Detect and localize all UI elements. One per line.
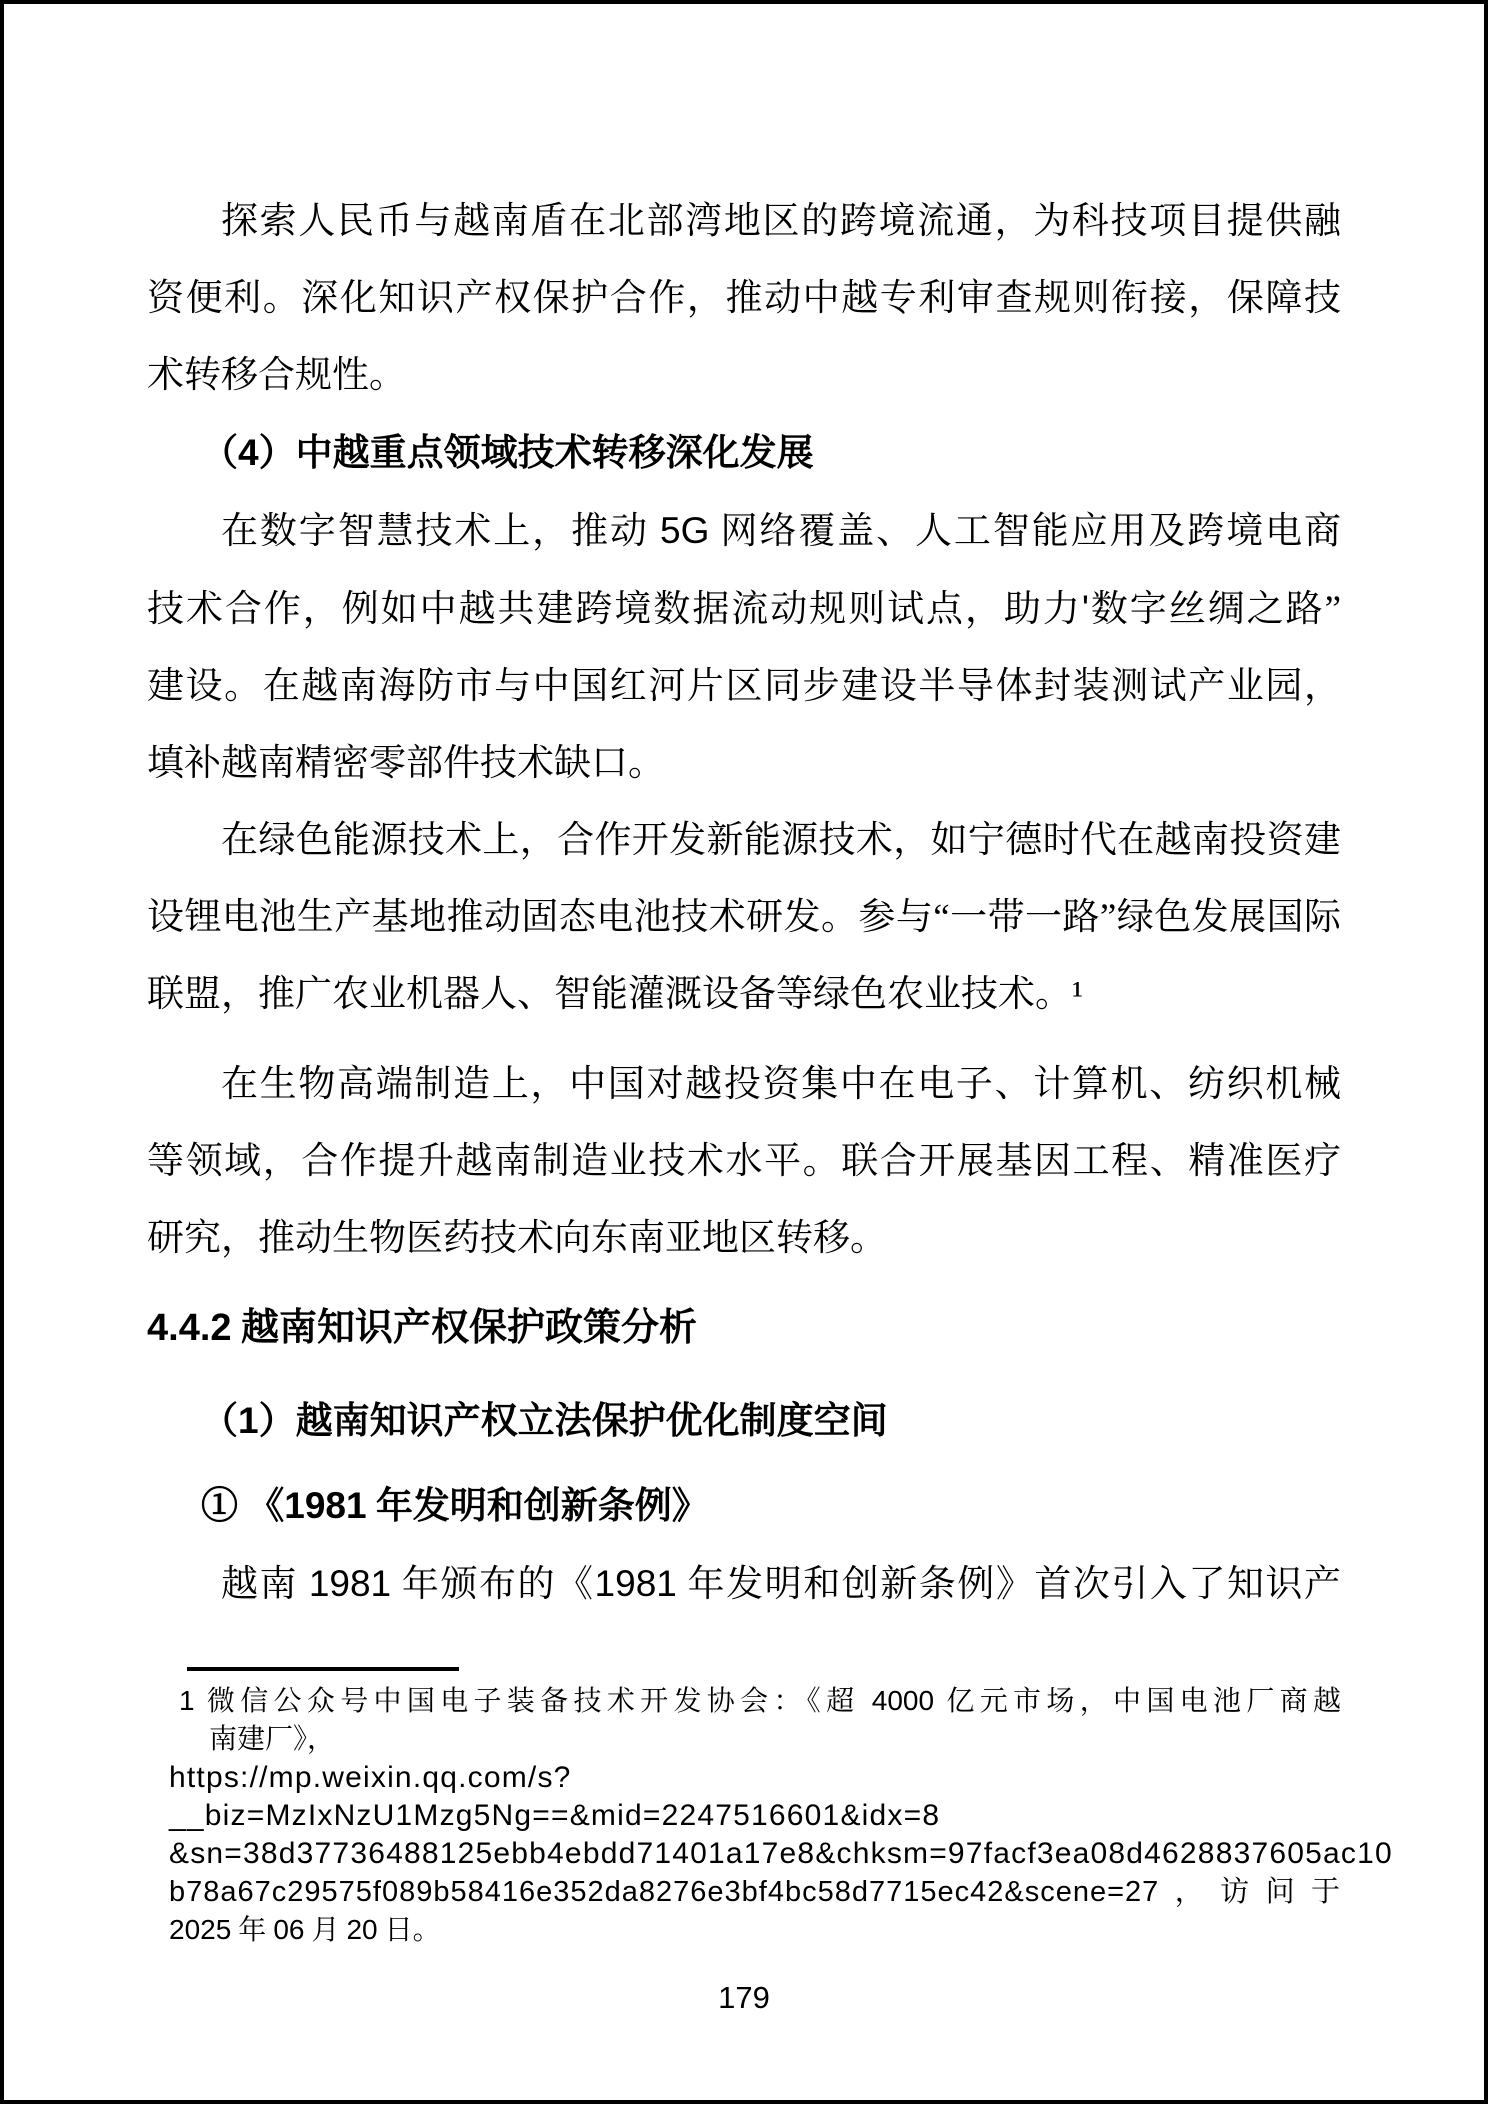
text-line: 建设。在越南海防市与中国红河片区同步建设半导体封装测试产业园，	[147, 666, 1341, 707]
footnote-url-line	[169, 1835, 1393, 1873]
text-line: 术转移合规性。	[147, 355, 406, 396]
body-paragraph-3	[147, 802, 1341, 1033]
latin-text-run: 06	[273, 1914, 305, 1945]
latin-text-run: https://mp.weixin.qq.com/s?__biz=MzIxNzU1Mzg5Ng==&mid=2247516601&idx=8	[169, 1761, 941, 1832]
heading-ordinance-1981: ① 《1981 年发明和创新条例》	[201, 1485, 709, 1527]
body-paragraph-1	[147, 183, 1341, 414]
latin-text-run: 4000	[871, 1685, 935, 1716]
body-paragraph-2	[147, 492, 1341, 802]
text-line: 填补越南精密零部件技术缺口。	[147, 743, 665, 784]
footnote-separator	[187, 1667, 459, 1671]
text-line: 技术合作，例如中越共建跨境数据流动规则试点，助力'数字丝绸之路”	[147, 588, 1341, 630]
latin-text-run: 1	[238, 1400, 259, 1441]
latin-text-run: 4.4.2	[147, 1307, 232, 1349]
text-line: 探索人民币与越南盾在北部湾地区的跨境流通，为科技项目提供融	[221, 201, 1341, 242]
text-line: 在数字智慧技术上，推动 5G 网络覆盖、人工智能应用及跨境电商	[221, 510, 1342, 552]
latin-text-run: 2025	[169, 1914, 232, 1945]
footnote-url-line: b78a67c29575f089b58416e352da8276e3bf4bc58d7715ec42&scene=27，访问于	[169, 1876, 1341, 1908]
latin-text-run: &sn=38d37736488125ebb4ebdd71401a17e8&chksm=97facf3ea08d4628837605ac10	[169, 1837, 1393, 1870]
footnote-line: 1 微信公众号中国电子装备技术开发协会：《超 4000 亿元市场，中国电池厂商越	[179, 1685, 1341, 1717]
latin-text-run: b78a67c29575f089b58416e352da8276e3bf4bc58d7715ec42&scene=27	[169, 1876, 1160, 1908]
latin-text-run: 1981	[594, 1563, 677, 1604]
body-paragraph-4	[147, 1046, 1341, 1277]
latin-text-run: 1981	[308, 1563, 392, 1604]
text-line: 在生物高端制造上，中国对越投资集中在电子、计算机、纺织机械	[221, 1064, 1341, 1105]
latin-text-run: 4	[238, 432, 259, 473]
latin-text-run: 1	[179, 1685, 195, 1716]
latin-text-run: '	[1081, 588, 1089, 629]
heading-subsection-1: （1）越南知识产权立法保护优化制度空间	[201, 1400, 888, 1442]
heading-4-4-2: 4.4.2 越南知识产权保护政策分析	[147, 1307, 698, 1349]
footnote-line: 南建厂》，	[209, 1724, 336, 1755]
latin-text-run: 1981	[284, 1485, 367, 1526]
latin-text-run: 20	[346, 1914, 378, 1945]
text-line: 联盟，推广农业机器人、智能灌溉设备等绿色农业技术。¹	[147, 974, 1084, 1015]
footnote-url-line	[169, 1759, 1341, 1835]
footnote-access-date: 2025 年 06 月 20 日。	[169, 1914, 441, 1946]
heading-section-4: （4）中越重点领域技术转移深化发展	[201, 432, 814, 474]
latin-text-run: 179	[718, 1980, 770, 2015]
text-line: 越南 1981 年颁布的《1981 年发明和创新条例》首次引入了知识产	[221, 1563, 1342, 1605]
page-number	[147, 1978, 1341, 2018]
text-line: 等领域，合作提升越南制造业技术水平。联合开展基因工程、精准医疗	[147, 1141, 1341, 1182]
text-line: 资便利。深化知识产权保护合作，推动中越专利审查规则衔接，保障技	[147, 278, 1341, 319]
text-line: 设锂电池生产基地推动固态电池技术研发。参与“一带一路”绿色发展国际	[147, 897, 1341, 938]
body-paragraph-5	[147, 1545, 1341, 1623]
text-line: 研究，推动生物医药技术向东南亚地区转移。	[147, 1218, 887, 1259]
latin-text-run: 5G	[660, 510, 710, 551]
text-line: 在绿色能源技术上，合作开发新能源技术，如宁德时代在越南投资建	[221, 820, 1341, 861]
footnote	[147, 1682, 1393, 1950]
